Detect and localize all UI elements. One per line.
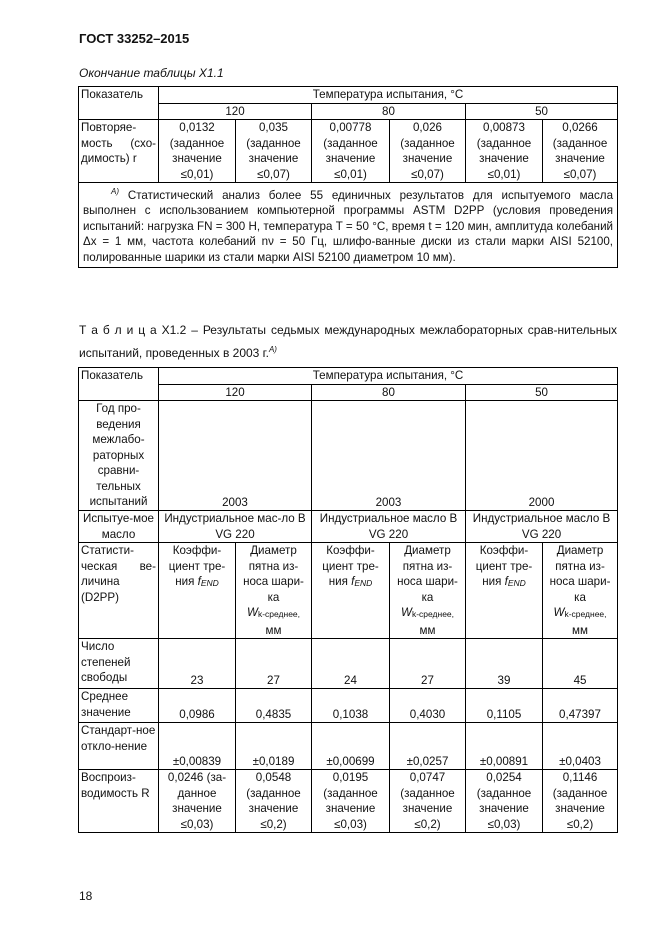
dof-cell: 27 xyxy=(236,639,312,689)
mean-cell: 0,0986 xyxy=(159,689,236,723)
repro-cell: 0,0747 (заданное значение ≤0,2) xyxy=(390,770,466,833)
coef-symbol-letter: f xyxy=(504,575,508,588)
diam-label: Диаметр пятна из-носа шари-ка xyxy=(397,544,458,604)
mean-cell: 0,1105 xyxy=(466,689,543,723)
diam-label: Диаметр пятна из-носа шари-ка xyxy=(243,544,304,604)
coef-symbol-sub: END xyxy=(507,578,526,588)
row-label-mean: Среднее значение xyxy=(79,689,159,723)
mean-cell: 0,47397 xyxy=(543,689,618,723)
table1-temp-cell: 80 xyxy=(312,103,466,120)
year-cell: 2000 xyxy=(466,401,618,511)
std-cell: ±0,00891 xyxy=(466,723,543,770)
table1-value-cell: 0,0266 (заданное значение ≤0,07) xyxy=(543,120,618,183)
dof-cell: 45 xyxy=(543,639,618,689)
coef-symbol-sub: END xyxy=(200,578,219,588)
table1-temp-header: Температура испытания, °С xyxy=(159,87,618,104)
repro-cell: 0,1146 (заданное значение ≤0,2) xyxy=(543,770,618,833)
table1-col-header: Показатель xyxy=(79,87,159,120)
table2-temp-header: Температура испытания, °С xyxy=(159,368,618,385)
std-cell: ±0,0189 xyxy=(236,723,312,770)
coef-label: Коэффи-циент тре-ния xyxy=(322,544,379,588)
table1-value-cell: 0,035 (заданное значение ≤0,07) xyxy=(236,120,312,183)
row-label-repro: Воспроиз-водимость R xyxy=(79,770,159,833)
coef-label: Коэффи-циент тре-ния xyxy=(168,544,226,588)
table1-footnote xyxy=(79,183,618,268)
repro-cell: 0,0195 (заданное значение ≤0,03) xyxy=(312,770,390,833)
table2-temp-cell: 50 xyxy=(466,384,618,401)
row-label-stat: Статисти-ческая ве-личина (D2PP) xyxy=(79,543,159,639)
table2-caption xyxy=(79,320,617,363)
table1-temp-cell: 120 xyxy=(159,103,312,120)
coef-symbol xyxy=(351,575,372,588)
diam-unit: мм xyxy=(265,623,282,637)
table2 xyxy=(78,367,618,833)
oil-cell: Индустриальное мас-ло В VG 220 xyxy=(159,511,312,543)
coef-symbol-letter: f xyxy=(351,575,355,588)
oil-cell: Индустриальное масло В VG 220 xyxy=(466,511,618,543)
dof-cell: 27 xyxy=(390,639,466,689)
mean-cell: 0,4030 xyxy=(390,689,466,723)
table1-row-label: Повторяе-мость (схо-димость) r xyxy=(79,120,159,183)
std-cell: ±0,0257 xyxy=(390,723,466,770)
table1-value-cell: 0,0132 (заданное значение ≤0,01) xyxy=(159,120,236,183)
table1-value-cell: 0,00873 (заданное значение ≤0,01) xyxy=(466,120,543,183)
std-cell: ±0,00839 xyxy=(159,723,236,770)
row-label-dof: Число степеней свободы xyxy=(79,639,159,689)
table2-caption-text: Т а б л и ц а Х1.2 – Результаты седьмых международных межлабораторных срав-нительных испытаний, проведенных в 2003 г. xyxy=(79,323,617,360)
coef-header-cell xyxy=(159,543,236,639)
diam-header-cell xyxy=(236,543,312,639)
coef-symbol-letter: f xyxy=(197,575,201,588)
dof-cell: 39 xyxy=(466,639,543,689)
diam-unit: мм xyxy=(572,623,588,637)
coef-header-cell xyxy=(312,543,390,639)
diam-label: Диаметр пятна из-носа шари-ка xyxy=(549,544,611,604)
coef-label: Коэффи-циент тре-ния xyxy=(475,544,533,588)
diam-symbol-sub: k-среднее, xyxy=(257,609,301,619)
row-label-year: Год про-ведения межлабо-раторных сравни-тельных испытаний xyxy=(79,401,159,511)
footnote-text: Статистический анализ более 55 единичных результатов для испытуемого масла выполнен с использованием компьютерной программы ASTM D2PP (условия проведения испытаний: нагрузка FN = 300 Н, температура T = 50 °С, время t = 120 мин, амплитуда колебаний Δx = 1 мм, частота колебаний nν = 50 Гц, шлифо-ванные диски из стали марки AISI 52100, полированные шарики из стали марки AISI 52100 диаметром 10 мм). xyxy=(83,188,614,264)
diam-header-cell xyxy=(543,543,618,639)
std-cell: ±0,0403 xyxy=(543,723,618,770)
page-number: 18 xyxy=(79,889,93,903)
table1 xyxy=(78,86,618,268)
table2-temp-cell: 120 xyxy=(159,384,312,401)
dof-cell: 23 xyxy=(159,639,236,689)
table1-caption: Окончание таблицы Х1.1 xyxy=(79,66,224,80)
table2-col-header: Показатель xyxy=(79,368,159,401)
diam-header-cell xyxy=(390,543,466,639)
diam-unit: мм xyxy=(419,623,436,637)
dof-cell: 24 xyxy=(312,639,390,689)
coef-header-cell xyxy=(466,543,543,639)
coef-symbol-sub: END xyxy=(354,578,373,588)
diam-symbol: W xyxy=(400,606,412,619)
table2-temp-cell: 80 xyxy=(312,384,466,401)
table1-value-cell: 0,00778 (заданное значение ≤0,01) xyxy=(312,120,390,183)
diam-symbol: W xyxy=(246,606,258,619)
year-cell: 2003 xyxy=(312,401,466,511)
std-cell: ±0,00699 xyxy=(312,723,390,770)
row-label-oil: Испытуе-мое масло xyxy=(79,511,159,543)
oil-cell: Индустриальное масло В VG 220 xyxy=(312,511,466,543)
repro-cell: 0,0548 (заданное значение ≤0,2) xyxy=(236,770,312,833)
repro-cell: 0,0246 (за-данное значение ≤0,03) xyxy=(159,770,236,833)
mean-cell: 0,1038 xyxy=(312,689,390,723)
coef-symbol xyxy=(198,575,219,588)
coef-symbol xyxy=(505,575,526,588)
year-cell: 2003 xyxy=(159,401,312,511)
table1-value-cell: 0,026 (заданное значение ≤0,07) xyxy=(390,120,466,183)
mean-cell: 0,4835 xyxy=(236,689,312,723)
table1-temp-cell: 50 xyxy=(466,103,618,120)
row-label-std: Стандарт-ное откло-нение xyxy=(79,723,159,770)
caption-footnote-mark: А) xyxy=(268,345,277,354)
footnote-mark: А) xyxy=(111,187,119,196)
diam-symbol-sub: k-среднее, xyxy=(564,609,607,619)
document-header: ГОСТ 33252–2015 xyxy=(79,31,190,46)
diam-symbol-sub: k-среднее, xyxy=(411,609,455,619)
repro-cell: 0,0254 (заданное значение ≤0,03) xyxy=(466,770,543,833)
diam-symbol: W xyxy=(553,606,565,619)
